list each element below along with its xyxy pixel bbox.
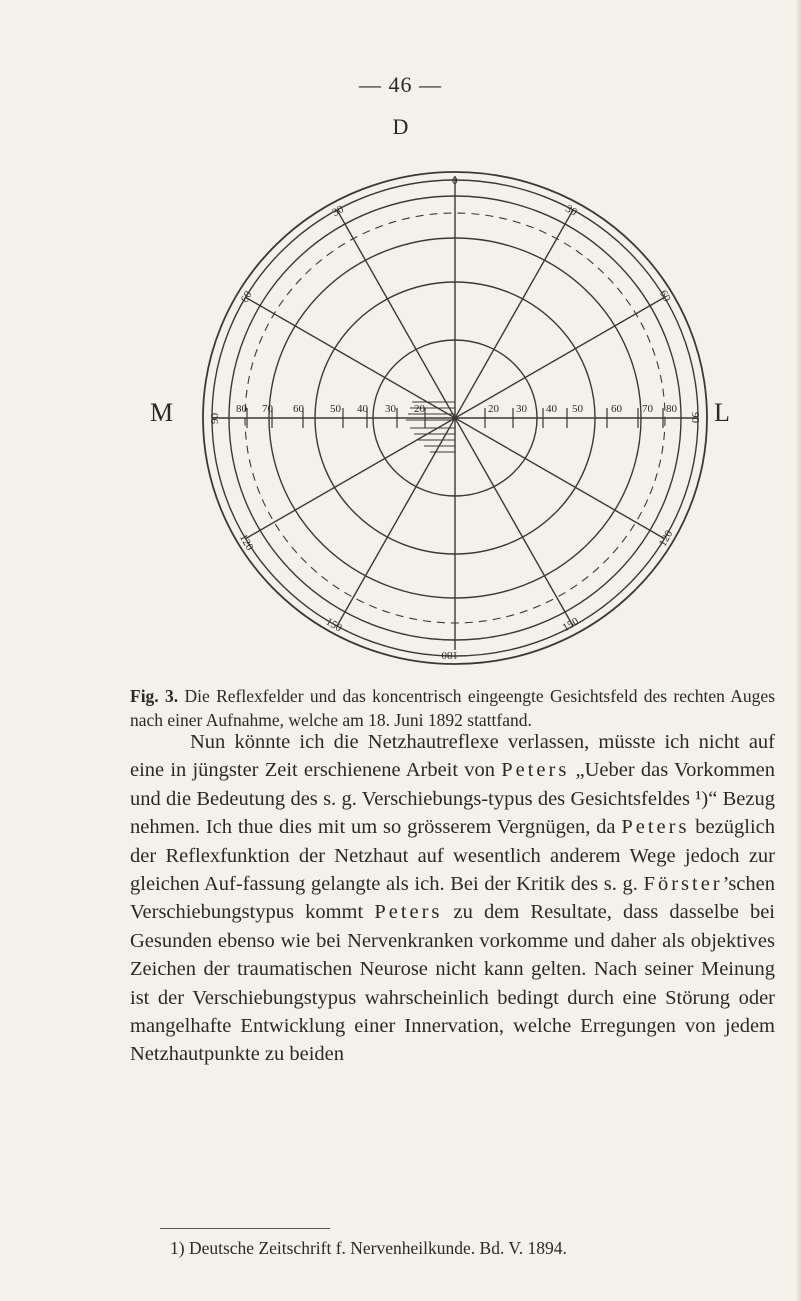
page-edge-shadow — [795, 0, 801, 1301]
axis-tick-label-right: 80 — [666, 403, 677, 415]
axis-tick-label-left: 70 — [262, 403, 273, 415]
author-name: Peters — [374, 901, 443, 924]
label-lower-right2: 150 — [560, 615, 581, 635]
label-lower-left: 120 — [236, 532, 256, 553]
body-paragraph — [130, 728, 775, 1069]
caption-text: Die Reflexfelder und das koncentrisch eingeengte Gesichtsfeld des rechten Auges nach einer Aufnahme, welche am 18. Juni 1892 stattfand. — [130, 686, 776, 730]
side-label-l: L — [714, 398, 730, 427]
author-name: Peters — [501, 759, 570, 782]
label-outer-right: 90 — [689, 412, 701, 423]
label-mid-right: 60 — [656, 288, 673, 304]
axis-tick-label-left: 80 — [236, 403, 247, 415]
label-outer-left: 90 — [209, 413, 221, 424]
label-upper-left: 30 — [330, 203, 346, 220]
footnote-rule — [160, 1228, 330, 1229]
author-name: Förster — [643, 873, 723, 896]
axis-tick-label-right: 70 — [642, 403, 653, 415]
label-top: 0 — [452, 175, 458, 187]
axis-tick-label-right: 30 — [516, 403, 527, 415]
footnote: 1) Deutsche Zeitschrift f. Nervenheilkunde. Bd. V. 1894. — [170, 1238, 567, 1258]
label-bottom: 180 — [441, 649, 458, 661]
side-label-m: M — [150, 398, 174, 427]
axis-tick-label-left: 20 — [414, 403, 425, 415]
page-number: — 46 — — [359, 72, 442, 97]
axis-tick-label-left: 40 — [357, 403, 368, 415]
caption-label: Fig. 3. — [130, 686, 179, 706]
axis-tick-label-right: 20 — [488, 403, 499, 415]
axis-tick-label-left: 50 — [330, 403, 341, 415]
axis-tick-label-left: 60 — [293, 403, 304, 415]
axis-tick-label-right: 40 — [546, 403, 557, 415]
author-name: Peters — [621, 816, 690, 839]
axis-tick-label-right: 50 — [572, 403, 583, 415]
axis-tick-label-right: 60 — [611, 403, 622, 415]
figure-caption — [130, 684, 775, 732]
paragraph: Nun könnte ich die Netzhautreflexe verlassen, müsste ich nicht auf eine in jüngster Zeit erschienene Arbeit von Peters „Ueber das Vorkommen und die Bedeutung des s. g. Verschiebungs-typus des Gesichtsfeldes ¹)“ Bezug nehmen. Ich thue dies mit um so grösserem Vergnügen, da Peters bezüglich der Reflexfunktion der Netzhaut auf wesentlich anderem Wege jedoch zur gleichen Auf-fassung gelangte als ich. Bei der Kritik des s. g. Förster’schen Verschiebungstypus kommt Peters zu dem Resultate, dass dasselbe bei Gesunden ebenso wie bei Nervenkranken vorkomme und daher als objektives Zeichen der traumatischen Neurose nicht kann gelten. Nach seiner Meinung ist der Verschiebungstypus wahrscheinlich bedingt durch eine Störung oder mangelhafte Entwicklung einer Innervation, welche Erregungen von jedem Netzhautpunkte zu beiden — [130, 731, 775, 1066]
figure-letter: D — [392, 114, 409, 139]
axis-tick-label-left: 30 — [385, 403, 396, 415]
label-mid-left: 60 — [238, 289, 255, 305]
label-lower-right: 120 — [656, 528, 676, 549]
label-upper-right: 30 — [563, 202, 579, 219]
label-lower-left2: 150 — [323, 615, 344, 635]
